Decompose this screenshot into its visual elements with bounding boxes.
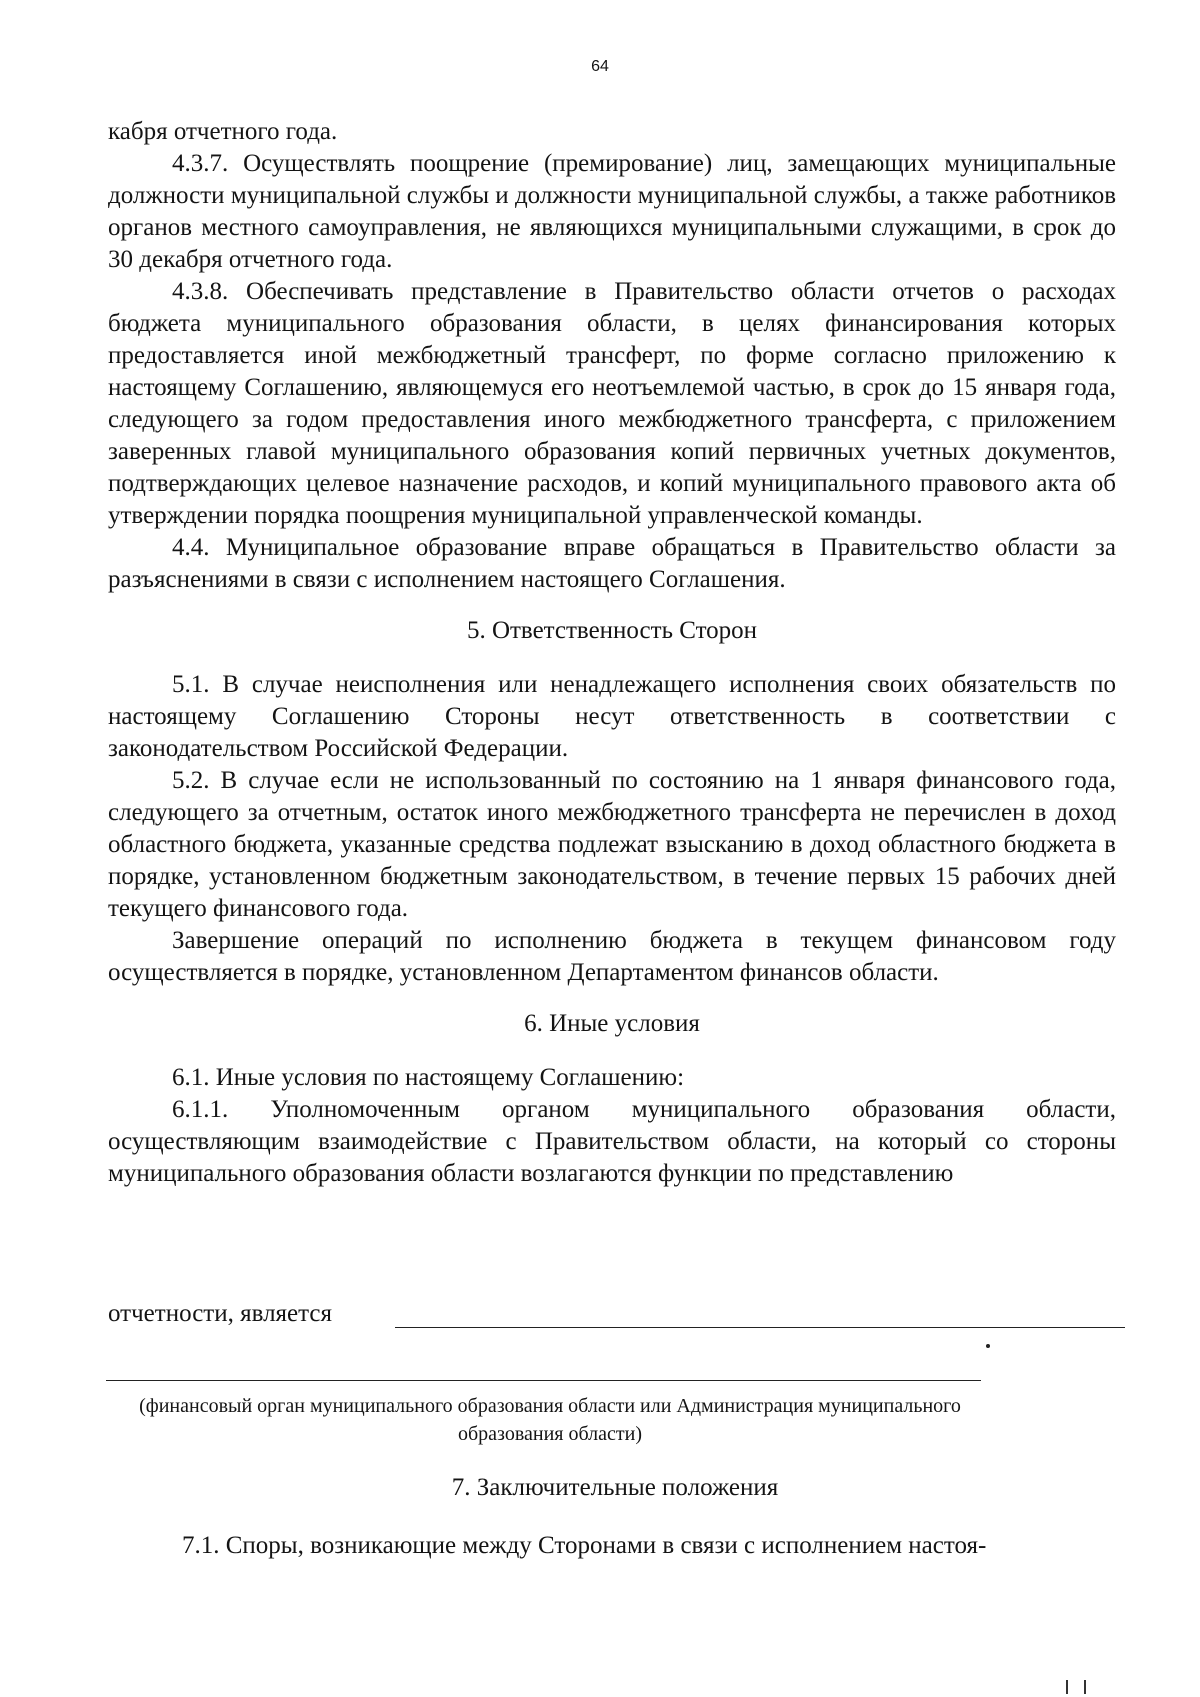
reporting-label: отчетности, является	[108, 1300, 332, 1327]
scan-mark	[1084, 1680, 1086, 1694]
paragraph-5-2-cont: Завершение операций по исполнению бюджета в текущем финансовом году осуществляется в порядке, установленном Департаментом финансов области.	[108, 927, 1116, 986]
section-heading-5: 5. Ответственность Сторон	[466, 617, 758, 644]
section-heading-6: 6. Иные условия	[524, 1010, 700, 1037]
scan-mark	[1066, 1680, 1068, 1694]
paragraph-5-1: 5.1. В случае неисполнения или ненадлежащего исполнения своих обязательств по настоящему Соглашению Стороны несут ответственность в соответствии с законодательством Российской Федерации.	[108, 671, 1116, 762]
fill-in-caption: (финансовый орган муниципального образования области или Администрация муниципального образования области)	[139, 1395, 961, 1445]
period-mark	[986, 1344, 990, 1348]
page-number: 64	[591, 58, 609, 75]
paragraph-continuation: кабря отчетного года.	[108, 118, 338, 145]
paragraph-5-2: 5.2. В случае если не использованный по состоянию на 1 января финансового года, следующего за отчетным, остаток иного межбюджетного трансферта не перечислен в доход областного бюджета, указанные средства подлежат взысканию в доход областного бюджета в порядке, установленном бюджетным законодательством, в течение первых 15 рабочих дней текущего финансового года.	[108, 767, 1116, 922]
paragraph-4-3-8: 4.3.8. Обеспечивать представление в Правительство области отчетов о расходах бюджета муниципального образования области, в целях финансирования которых предоставляется иной межбюджетный трансферт, по форме согласно приложению к настоящему Соглашению, являющемуся его неотъемлемой частью, в срок до 15 января года, следующего за годом предоставления иного межбюджетного трансферта, с приложением заверенных главой муниципального образования копий первичных учетных документов, подтверждающих целевое назначение расходов, и копий муниципального правового акта об утверждении порядка поощрения муниципальной управленческой команды.	[108, 278, 1116, 529]
paragraph-4-4: 4.4. Муниципальное образование вправе обращаться в Правительство области за разъяснениями в связи с исполнением настоящего Соглашения.	[108, 534, 1116, 593]
paragraph-6-1: 6.1. Иные условия по настоящему Соглашению:	[172, 1064, 685, 1091]
document-body	[108, 116, 1116, 1190]
fill-in-line-1	[395, 1327, 1125, 1328]
paragraph-6-1-1: 6.1.1. Уполномоченным органом муниципального образования области, осуществляющим взаимодействие с Правительством области, на который со стороны муниципального образования области возлагаются функции по представлению	[108, 1096, 1116, 1187]
paragraph-4-3-7: 4.3.7. Осуществлять поощрение (премирование) лиц, замещающих муниципальные должности муниципальной службы и должности муниципальной службы, а также работников органов местного самоуправления, не являющихся муниципальными служащими, в срок до 30 декабря отчетного года.	[108, 150, 1116, 273]
fill-in-line-2	[106, 1380, 981, 1381]
paragraph-7-1: 7.1. Споры, возникающие между Сторонами в связи с исполнением настоя-	[182, 1532, 987, 1559]
section-heading-7: 7. Заключительные положения	[451, 1474, 779, 1501]
